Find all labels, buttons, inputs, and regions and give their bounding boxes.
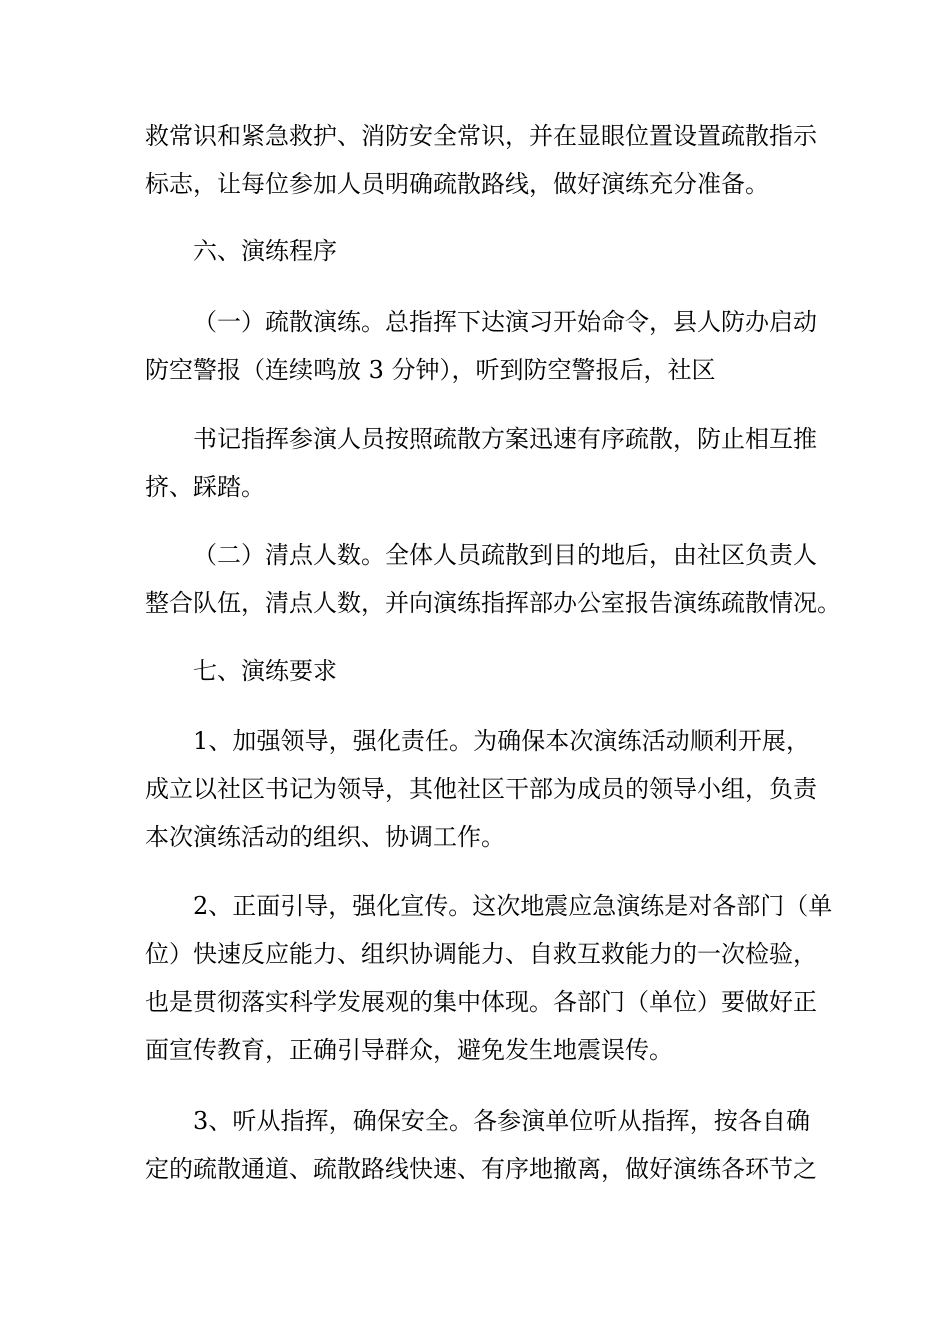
text-line: 防空警报（连续鸣放 3 分钟），听到防空警报后，社区 <box>145 356 716 384</box>
paragraph-commander-instruction <box>145 415 817 511</box>
text-line: 3、听从指挥，确保安全。各参演单位听从指挥，按各自确 <box>193 1107 810 1135</box>
text-line: 也是贯彻落实科学发展观的集中体现。各部门（单位）要做好正 <box>145 988 817 1016</box>
text-line: （一）疏散演练。总指挥下达演习开始命令，县人防办启动 <box>193 308 817 336</box>
text-line: 2、正面引导，强化宣传。这次地震应急演练是对各部门（单 <box>193 892 833 920</box>
paragraph-publicity <box>145 882 833 1074</box>
paragraph-evacuation-drill <box>145 298 817 394</box>
text-line: 书记指挥参演人员按照疏散方案迅速有序疏散，防止相互推 <box>193 425 817 453</box>
section-heading: 六、演练程序 <box>193 237 337 265</box>
section-heading-procedure <box>145 227 810 275</box>
section-heading: 七、演练要求 <box>193 657 337 685</box>
text-line: 救常识和紧急救护、消防安全常识，并在显眼位置设置疏散指示 <box>145 122 817 150</box>
text-line: 本次演练活动的组织、协调工作。 <box>145 823 505 851</box>
text-line: 成立以社区书记为领导，其他社区干部为成员的领导小组，负责 <box>145 775 817 803</box>
text-line: 定的疏散通道、疏散路线快速、有序地撤离，做好演练各环节之 <box>145 1155 817 1183</box>
text-line: 面宣传教育，正确引导群众，避免发生地震误传。 <box>145 1036 673 1064</box>
text-line: 整合队伍，清点人数，并向演练指挥部办公室报告演练疏散情况。 <box>145 589 841 617</box>
text-line: 位）快速反应能力、组织协调能力、自救互救能力的一次检验， <box>145 940 817 968</box>
text-line: 1、加强领导，强化责任。为确保本次演练活动顺利开展， <box>193 727 810 755</box>
paragraph-headcount <box>145 531 841 627</box>
text-line: （二）清点人数。全体人员疏散到目的地后，由社区负责人 <box>193 541 817 569</box>
text-line: 标志，让每位参加人员明确疏散路线，做好演练充分准备。 <box>145 170 769 198</box>
section-heading-requirements <box>145 647 810 695</box>
paragraph-continuation <box>145 112 817 208</box>
paragraph-safety <box>145 1097 817 1193</box>
text-line: 挤、踩踏。 <box>145 473 265 501</box>
paragraph-leadership <box>145 717 817 861</box>
